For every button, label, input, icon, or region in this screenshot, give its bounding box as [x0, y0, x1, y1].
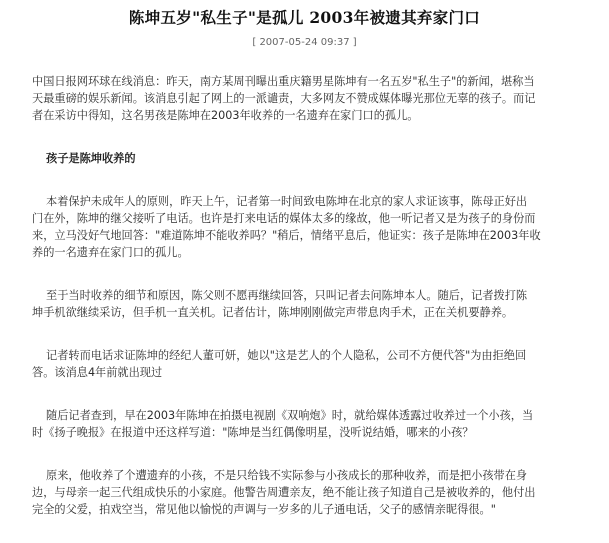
article-text-line: 随后记者查到，早在2003年陈坤在拍摄电视剧《双响炮》时，就给媒体透露过收养过一个小孩，当	[46, 409, 534, 422]
article-text-line: 完全的父爱，拍戏空当，常见他以愉悦的声调与一岁多的儿子通电话，父子的感情亲昵得很。"	[32, 503, 496, 516]
article-text-line: 来，立马没好气地回答："难道陈坤不能收养吗？"稍后，情绪平息后，他证实：孩子是陈坤在2003年收	[32, 229, 541, 242]
article-text-line: 至于当时收养的细节和原因，陈父则不愿再继续回答，只叫记者去问陈坤本人。随后，记者拨打陈	[46, 289, 528, 302]
article-text-line: 时《扬子晚报》在报道中还这样写道："陈坤是当红偶像明星，没听说结婚，哪来的小孩？	[32, 426, 474, 439]
article-text-line: 门在外，陈坤的继父接听了电话。也许是打来电话的媒体太多的缘故，他一听记者又是为孩子的身份而	[32, 212, 536, 225]
article-title: 陈坤五岁"私生子"是孤儿 2003年被遗其弃家门口	[128, 8, 481, 27]
article-text-line: 边，与母亲一起三代组成快乐的小家庭。他警告周遭亲友，绝不能让孩子知道自己是被收养的，他付出	[32, 486, 536, 499]
article-text-line: 记者转而电话求证陈坤的经纪人董可妍，她以"这是艺人的个人隐私，公司不方便代答"为由拒绝回	[46, 349, 527, 362]
article-text-line: 者在采访中得知，这名男孩是陈坤在2003年收养的一名遗弃在家门口的孤儿。	[32, 109, 419, 122]
article-text-line: 天最重磅的娱乐新闻。该消息引起了网上的一派谴责，大多网友不赞成媒体曝光那位无辜的孩子。而记	[32, 92, 536, 105]
section-subheading: 孩子是陈坤收养的	[46, 152, 136, 165]
article-text-line: 养的一名遗弃在家门口的孤儿。	[32, 246, 189, 259]
article-text-line: 原来，他收养了个遭遗弃的小孩，不是只给钱不实际参与小孩成长的那种收养，而是把小孩带在身	[46, 469, 528, 482]
article-text-line: 坤手机欲继续采访，但手机一直关机。记者估计，陈坤刚刚做完声带息肉手术，正在关机要静养。	[32, 306, 514, 319]
article-datetime: [ 2007-05-24 09:37 ]	[252, 37, 357, 48]
article-text-line: 答。该消息4年前就出现过	[32, 366, 163, 379]
article-text-line: 中国日报网环球在线消息：昨天，南方某周刊曝出重庆籍男星陈坤有一名五岁"私生子"的新闻，堪称当	[32, 75, 535, 88]
article-text-line: 本着保护未成年人的原则，昨天上午，记者第一时间致电陈坤在北京的家人求证该事，陈母正好出	[46, 195, 528, 208]
